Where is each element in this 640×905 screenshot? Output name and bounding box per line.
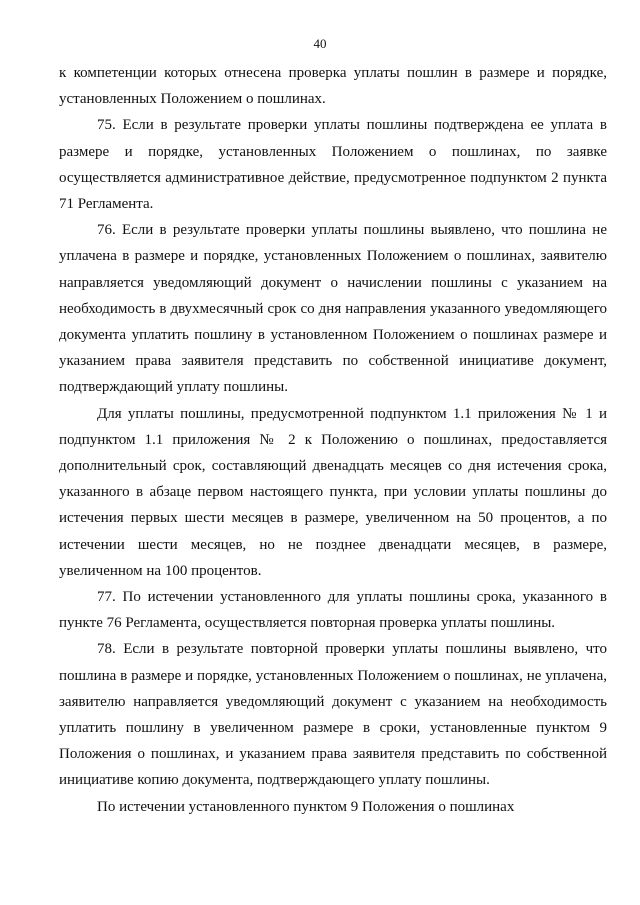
paragraph-76-additional-term: Для уплаты пошлины, предусмотренной подпунктом 1.1 приложения № 1 и подпунктом 1.1 приложения № 2 к Положению о пошлинах, предоставляется дополнительный срок, составляющий двенадцать месяцев со дня истечения срока, указанного в абзаце первом настоящего пункта, при условии уплаты пошлины до истечения первых шести месяцев в размере, увеличенном на 50 процентов, а по истечении шести месяцев, но не позднее двенадцати месяцев, в размере, увеличенном на 100 процентов. [59, 405, 607, 579]
page-number: 40 [313, 36, 327, 51]
paragraph-final-partial: По истечении установленного пунктом 9 Положения о пошлинах [97, 798, 515, 815]
paragraph-75: 75. Если в результате проверки уплаты пошлины подтверждена ее уплата в размере и порядке, установленных Положением о пошлинах, по заявке осуществляется административное действие, предусмотренное подпунктом 2 пункта 71 Регламента. [59, 117, 607, 213]
paragraph-76: 76. Если в результате проверки уплаты пошлины выявлено, что пошлина не уплачена в размере и порядке, установленных Положением о пошлинах, заявителю направляется уведомляющий документ о начислении пошлины с указанием на необходимость в двухмесячный срок со дня направления указанного уведомляющего документа уплатить пошлину в установленном Положением о пошлинах размере и указанием права заявителя представить по собственной инициативе документ, подтверждающий уплату пошлины. [59, 222, 607, 396]
paragraph-77: 77. По истечении установленного для уплаты пошлины срока, указанного в пункте 76 Регламента, осуществляется повторная проверка уплаты пошлины. [59, 589, 607, 632]
paragraph-78: 78. Если в результате повторной проверки уплаты пошлины выявлено, что пошлина в размере и порядке, установленных Положением о пошлинах, не уплачена, заявителю направляется уведомляющий документ с указанием на необходимость уплатить пошлину в увеличенном размере в сроки, установленные пунктом 9 Положения о пошлинах, и указанием права заявителя представить по собственной инициативе копию документа, подтверждающего уплату пошлины. [59, 641, 607, 789]
document-body [59, 60, 607, 820]
paragraph-continuation: к компетенции которых отнесена проверка уплаты пошлин в размере и порядке, установленных Положением о пошлинах. [59, 65, 607, 108]
